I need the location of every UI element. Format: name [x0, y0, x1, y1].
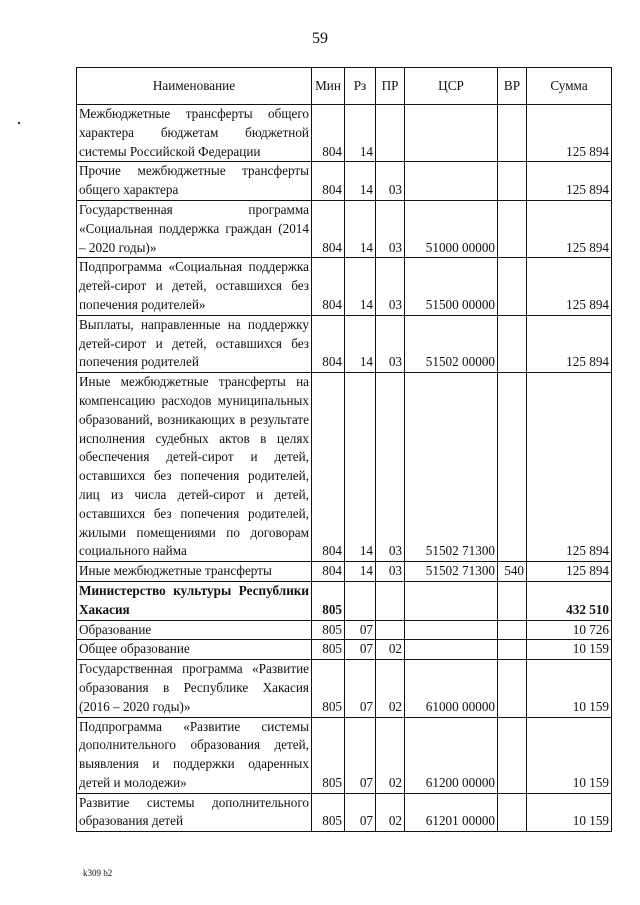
cell-rz: 07	[345, 660, 376, 717]
cell-rz: 07	[345, 640, 376, 660]
cell-min: 805	[312, 793, 345, 832]
cell-sum: 125 894	[527, 373, 612, 562]
cell-name: Развитие системы дополнительного образования детей	[77, 793, 312, 832]
cell-pr	[376, 620, 405, 640]
cell-min: 804	[312, 258, 345, 315]
table-row	[77, 717, 612, 793]
cell-sum: 125 894	[527, 258, 612, 315]
table-header-row	[77, 68, 612, 105]
cell-name: Межбюджетные трансферты общего характера бюджетам бюджетной системы Российской Федерации	[77, 105, 312, 162]
cell-sum: 10 159	[527, 793, 612, 832]
cell-pr	[376, 581, 405, 620]
cell-sum: 125 894	[527, 315, 612, 372]
table-row	[77, 620, 612, 640]
cell-vr	[498, 105, 527, 162]
cell-min: 805	[312, 620, 345, 640]
cell-rz: 14	[345, 162, 376, 201]
cell-pr: 03	[376, 373, 405, 562]
cell-min: 804	[312, 373, 345, 562]
cell-sum: 10 159	[527, 717, 612, 793]
cell-vr	[498, 258, 527, 315]
cell-sum: 125 894	[527, 562, 612, 582]
header-name: Наименование	[77, 68, 312, 105]
table-row	[77, 315, 612, 372]
table-row	[77, 640, 612, 660]
cell-pr: 02	[376, 640, 405, 660]
header-vr: ВР	[498, 68, 527, 105]
cell-pr	[376, 105, 405, 162]
cell-sum: 10 159	[527, 640, 612, 660]
cell-csr	[405, 620, 498, 640]
cell-name: Образование	[77, 620, 312, 640]
table-row	[77, 162, 612, 201]
cell-name: Подпрограмма «Социальная поддержка детей-сирот и детей, оставшихся без попечения родителей»	[77, 258, 312, 315]
cell-vr	[498, 620, 527, 640]
cell-sum: 125 894	[527, 200, 612, 257]
cell-vr	[498, 315, 527, 372]
budget-table	[76, 67, 612, 832]
cell-pr: 02	[376, 660, 405, 717]
cell-pr: 03	[376, 315, 405, 372]
cell-sum: 10 726	[527, 620, 612, 640]
cell-name: Общее образование	[77, 640, 312, 660]
table-row	[77, 373, 612, 562]
header-sum: Сумма	[527, 68, 612, 105]
cell-min: 804	[312, 105, 345, 162]
cell-name: Прочие межбюджетные трансферты общего характера	[77, 162, 312, 201]
cell-pr: 03	[376, 562, 405, 582]
table-row	[77, 258, 612, 315]
cell-csr	[405, 581, 498, 620]
table-row	[77, 105, 612, 162]
table-row	[77, 200, 612, 257]
cell-vr	[498, 717, 527, 793]
cell-csr: 61200 00000	[405, 717, 498, 793]
table-row	[77, 581, 612, 620]
cell-vr	[498, 640, 527, 660]
cell-rz: 14	[345, 200, 376, 257]
cell-min: 805	[312, 717, 345, 793]
cell-name: Государственная программа «Социальная поддержка граждан (2014 – 2020 годы)»	[77, 200, 312, 257]
cell-name: Иные межбюджетные трансферты на компенсацию расходов муниципальных образований, возникающих в результате исполнения судебных актов в целях обеспечения детей-сирот и детей, оставшихся без попечения родителей, лиц из числа детей-сирот и детей, оставшихся без попечения родителей, жилыми помещениями по договорам социального найма	[77, 373, 312, 562]
cell-csr: 51000 00000	[405, 200, 498, 257]
cell-rz: 07	[345, 620, 376, 640]
page-number: 59	[312, 30, 328, 47]
cell-csr: 51502 71300	[405, 373, 498, 562]
cell-rz: 14	[345, 562, 376, 582]
cell-name: Подпрограмма «Развитие системы дополнительного образования детей, выявления и поддержки одаренных детей и молодежи»	[77, 717, 312, 793]
cell-csr	[405, 162, 498, 201]
table-row	[77, 660, 612, 717]
cell-pr: 03	[376, 258, 405, 315]
cell-rz: 14	[345, 373, 376, 562]
cell-pr: 02	[376, 793, 405, 832]
cell-name: Иные межбюджетные трансферты	[77, 562, 312, 582]
cell-vr	[498, 793, 527, 832]
cell-rz: 14	[345, 105, 376, 162]
cell-csr	[405, 105, 498, 162]
cell-pr: 02	[376, 717, 405, 793]
cell-min: 804	[312, 562, 345, 582]
table-row	[77, 793, 612, 832]
table-body	[77, 105, 612, 832]
header-rz: Рз	[345, 68, 376, 105]
cell-min: 804	[312, 200, 345, 257]
cell-vr	[498, 162, 527, 201]
cell-csr: 51502 71300	[405, 562, 498, 582]
cell-sum: 125 894	[527, 162, 612, 201]
cell-min: 804	[312, 315, 345, 372]
scan-speck	[18, 122, 20, 124]
cell-pr: 03	[376, 162, 405, 201]
cell-min: 804	[312, 162, 345, 201]
cell-min: 805	[312, 640, 345, 660]
cell-csr: 51500 00000	[405, 258, 498, 315]
header-pr: ПР	[376, 68, 405, 105]
cell-rz	[345, 581, 376, 620]
cell-vr	[498, 373, 527, 562]
cell-vr: 540	[498, 562, 527, 582]
footer-code: k309 b2	[83, 868, 113, 878]
cell-rz: 07	[345, 793, 376, 832]
cell-csr: 61000 00000	[405, 660, 498, 717]
cell-csr: 61201 00000	[405, 793, 498, 832]
cell-sum: 10 159	[527, 660, 612, 717]
cell-csr: 51502 00000	[405, 315, 498, 372]
cell-sum: 432 510	[527, 581, 612, 620]
cell-rz: 14	[345, 258, 376, 315]
cell-name: Выплаты, направленные на поддержку детей-сирот и детей, оставшихся без попечения родителей	[77, 315, 312, 372]
cell-min: 805	[312, 660, 345, 717]
cell-rz: 14	[345, 315, 376, 372]
cell-rz: 07	[345, 717, 376, 793]
cell-min: 805	[312, 581, 345, 620]
header-csr: ЦСР	[405, 68, 498, 105]
cell-vr	[498, 200, 527, 257]
table-row	[77, 562, 612, 582]
cell-csr	[405, 640, 498, 660]
cell-sum: 125 894	[527, 105, 612, 162]
cell-vr	[498, 581, 527, 620]
header-min: Мин	[312, 68, 345, 105]
cell-pr: 03	[376, 200, 405, 257]
cell-vr	[498, 660, 527, 717]
cell-name: Министерство культуры Республики Хакасия	[77, 581, 312, 620]
cell-name: Государственная программа «Развитие образования в Республике Хакасия (2016 – 2020 годы)»	[77, 660, 312, 717]
